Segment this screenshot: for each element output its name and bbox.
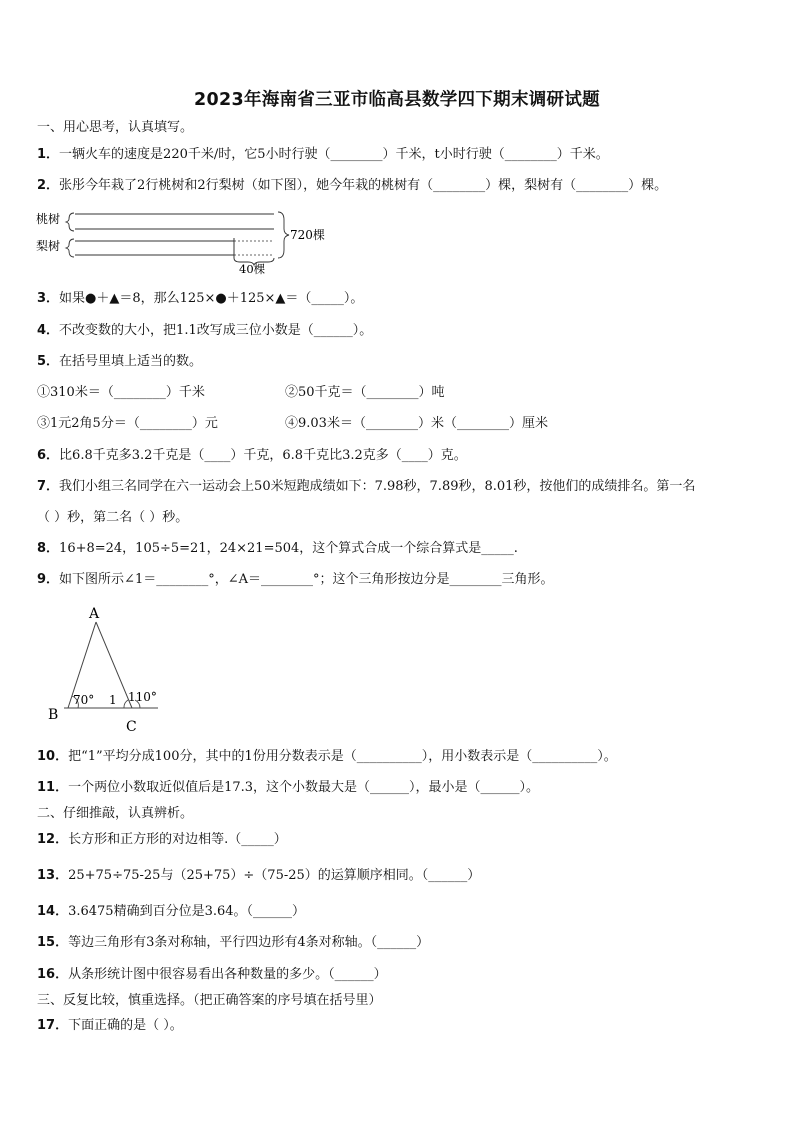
difference-label: 40棵 bbox=[239, 262, 266, 276]
question-number: 7． bbox=[37, 479, 60, 494]
question-text: 一辆火车的速度是220千米/时，它5小时行驶（________）千米，t小时行驶（________）千米。 bbox=[59, 147, 609, 162]
question-number: 9． bbox=[37, 572, 60, 587]
vertex-b-label: B bbox=[48, 707, 59, 723]
question-text: 16+8=24，105÷5=21，24×21=504，这个算式合成一个综合算式是_____. bbox=[59, 541, 518, 556]
question-text: 不改变数的大小，把1.1改写成三位小数是（______）。 bbox=[59, 323, 373, 338]
question-12 bbox=[37, 832, 287, 848]
question-number: 3． bbox=[37, 291, 60, 306]
question-7 bbox=[37, 479, 695, 495]
question-text: 25+75÷75-25与（25+75）÷（75-25）的运算顺序相同。（______） bbox=[68, 868, 481, 883]
question-number: 5． bbox=[37, 354, 60, 369]
question-17 bbox=[37, 1018, 183, 1034]
question-11 bbox=[37, 780, 539, 796]
vertex-c-label: C bbox=[126, 719, 137, 735]
pear-label: 梨树 bbox=[36, 239, 61, 253]
question-number: 11． bbox=[37, 780, 69, 795]
section-1-heading: 一、用心思考，认真填写。 bbox=[37, 120, 194, 135]
section-2-heading: 二、仔细推敲，认真辨析。 bbox=[37, 806, 194, 821]
question-number: 12． bbox=[37, 832, 69, 847]
question-text: 把“1”平均分成100分，其中的1份用分数表示是（__________），用小数表示是（__________）。 bbox=[68, 749, 617, 764]
angle-b-label: 70° bbox=[73, 693, 95, 707]
question-8 bbox=[37, 541, 518, 557]
question-5 bbox=[37, 354, 202, 370]
question-13 bbox=[37, 868, 480, 884]
question-text: 一个两位小数取近似值后是17.3，这个小数最大是（______），最小是（______）。 bbox=[68, 780, 540, 795]
question-7-continued: （ ）秒，第二名（ ）秒。 bbox=[37, 510, 189, 525]
question-14 bbox=[37, 904, 305, 920]
question-number: 2． bbox=[37, 178, 60, 193]
question-6 bbox=[37, 448, 467, 464]
question-5-item-c: ③1元2角5分＝（________）元 bbox=[37, 416, 218, 431]
peach-label: 桃树 bbox=[36, 212, 61, 226]
tree-segment-diagram bbox=[34, 205, 334, 277]
question-9 bbox=[37, 572, 554, 588]
question-text: 从条形统计图中很容易看出各种数量的多少。（______） bbox=[68, 967, 387, 982]
question-number: 13． bbox=[37, 868, 69, 883]
question-text: 比6.8千克多3.2千克是（____）千克，6.8千克比3.2克多（____）克。 bbox=[59, 448, 467, 463]
question-1 bbox=[37, 147, 609, 163]
question-text: 我们小组三名同学在六一运动会上50米短跑成绩如下：7.98秒，7.89秒，8.01秒，按他们的成绩排名。第一名 bbox=[59, 479, 696, 494]
question-number: 8． bbox=[37, 541, 60, 556]
question-2 bbox=[37, 178, 667, 194]
question-text: 等边三角形有3条对称轴，平行四边形有4条对称轴。（______） bbox=[68, 935, 430, 950]
question-5-item-d: ④9.03米＝（________）米（________）厘米 bbox=[285, 416, 548, 431]
question-number: 4． bbox=[37, 323, 60, 338]
question-text: 如下图所示∠1＝________°，∠A＝________°；这个三角形按边分是________三角形。 bbox=[59, 572, 554, 587]
total-label: 720棵 bbox=[290, 228, 325, 242]
question-text: 长方形和正方形的对边相等.（_____） bbox=[68, 832, 287, 847]
question-text: 如果●＋▲＝8，那么125×●＋125×▲＝（_____）。 bbox=[59, 291, 364, 306]
question-5-item-b: ②50千克＝（________）吨 bbox=[285, 385, 445, 400]
question-5-item-a: ①310米＝（________）千米 bbox=[37, 385, 205, 400]
vertex-a-label: A bbox=[89, 606, 100, 622]
question-4 bbox=[37, 323, 372, 339]
exterior-angle-label: 110° bbox=[128, 690, 157, 704]
question-10 bbox=[37, 749, 617, 765]
triangle-figure bbox=[40, 600, 180, 740]
question-number: 15． bbox=[37, 935, 69, 950]
question-number: 14． bbox=[37, 904, 69, 919]
angle-1-label: 1 bbox=[109, 693, 117, 707]
question-number: 17． bbox=[37, 1018, 69, 1033]
question-text: 张彤今年栽了2行桃树和2行梨树（如下图），她今年栽的桃树有（________）棵，梨树有（________）棵。 bbox=[59, 178, 668, 193]
question-text: 3.6475精确到百分位是3.64。（______） bbox=[68, 904, 306, 919]
section-3-heading: 三、反复比较，慎重选择。（把正确答案的序号填在括号里） bbox=[37, 993, 382, 1008]
question-number: 1． bbox=[37, 147, 60, 162]
question-number: 10． bbox=[37, 749, 69, 764]
page-title: 2023年海南省三亚市临高县数学四下期末调研试题 bbox=[194, 90, 600, 110]
question-15 bbox=[37, 935, 429, 951]
question-16 bbox=[37, 967, 387, 983]
question-text: 下面正确的是（ ）。 bbox=[68, 1018, 183, 1033]
question-number: 6． bbox=[37, 448, 60, 463]
question-text: 在括号里填上适当的数。 bbox=[59, 354, 203, 369]
question-3 bbox=[37, 291, 363, 307]
question-number: 16． bbox=[37, 967, 69, 982]
